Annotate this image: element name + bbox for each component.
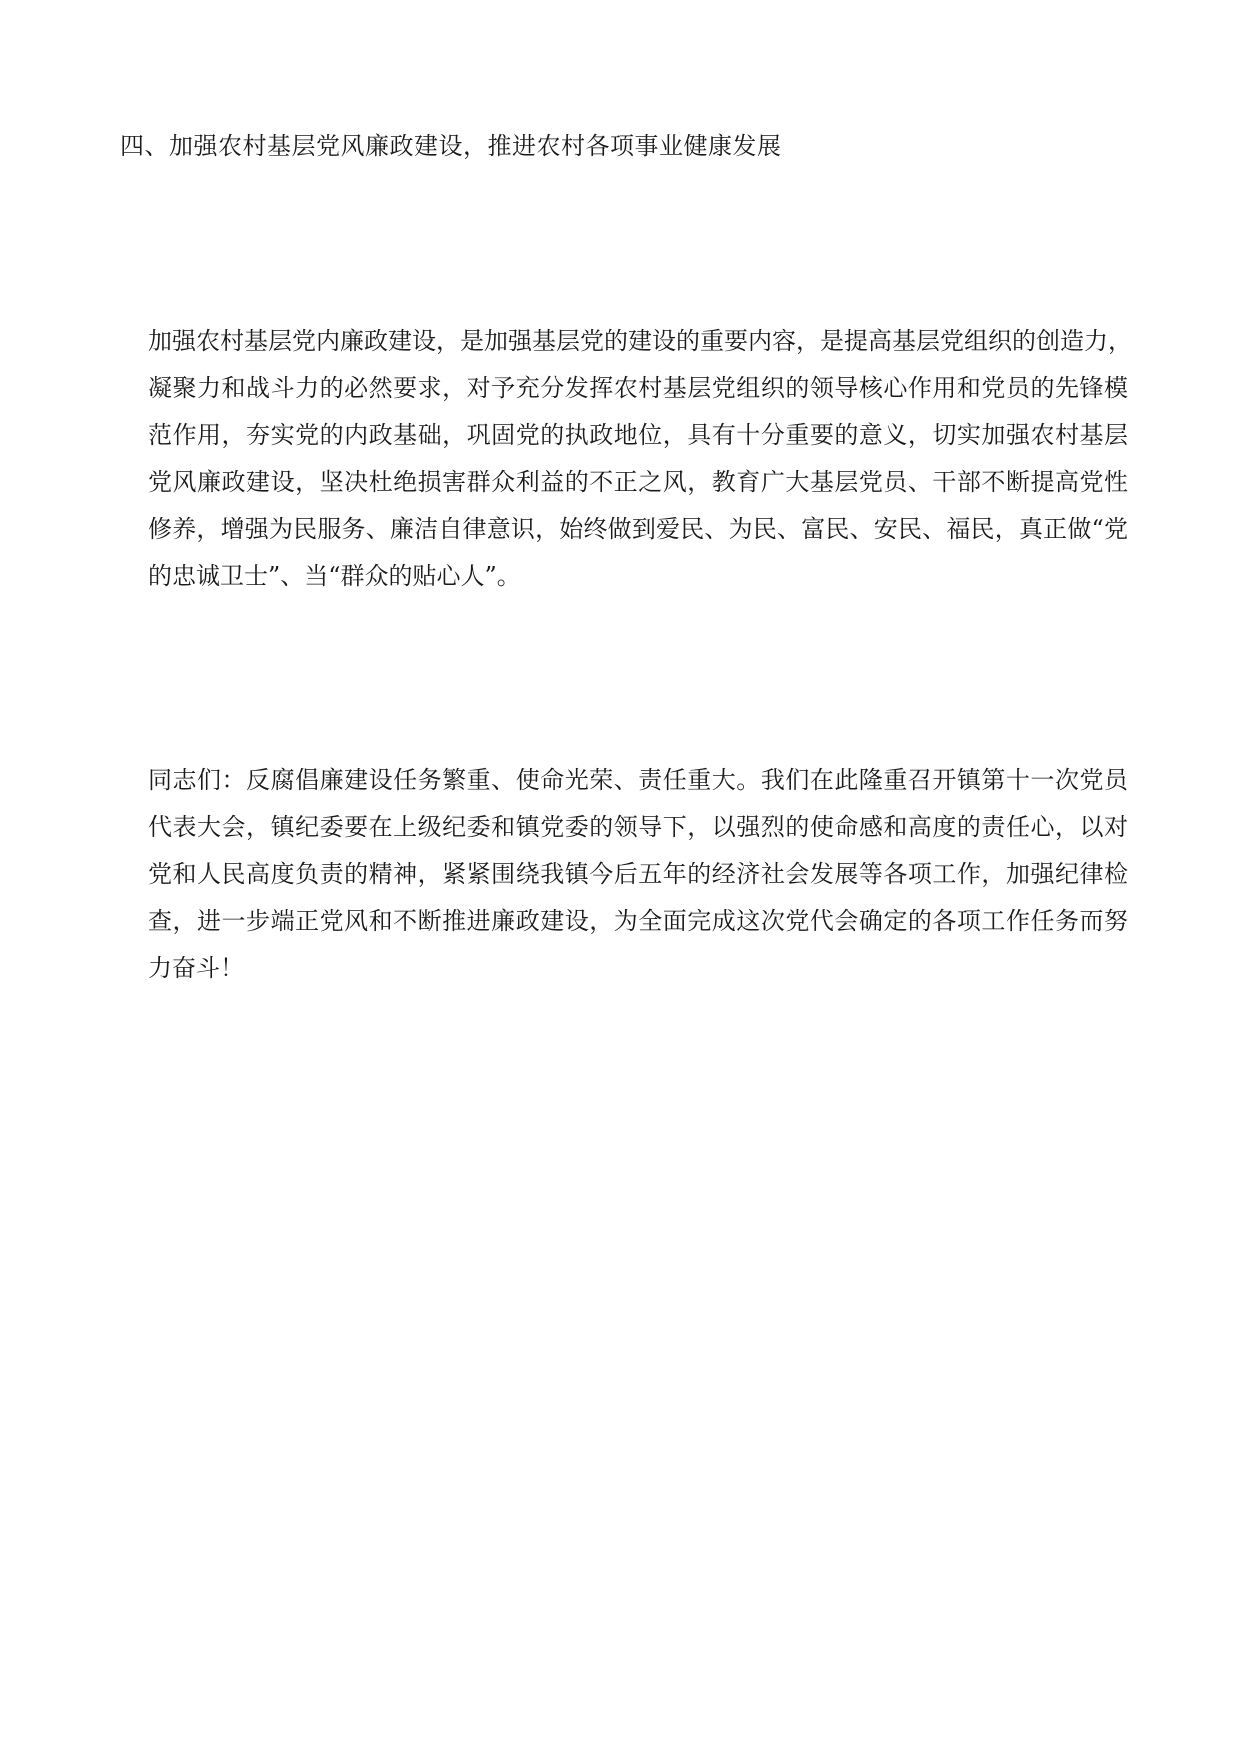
paragraph-line: 党风廉政建设，坚决杜绝损害群众利益的不正之风，教育广大基层党员、干部不断提高党性 xyxy=(148,468,1128,496)
paragraph-line: 加强农村基层党内廉政建设，是加强基层党的建设的重要内容，是提高基层党组织的创造力， xyxy=(148,327,1132,355)
paragraph-rural-integrity xyxy=(148,318,1132,600)
paragraph-line: 修养，增强为民服务、廉洁自律意识，始终做到爱民、为民、富民、安民、福民，真正做“党 xyxy=(148,515,1128,543)
section-heading: 四、加强农村基层党风廉政建设，推进农村各项事业健康发展 xyxy=(120,132,782,160)
paragraph-line: 代表大会，镇纪委要在上级纪委和镇党委的领导下，以强烈的使命感和高度的责任心，以对 xyxy=(148,813,1128,841)
paragraph-line: 查，进一步端正党风和不断推进廉政建设，为全面完成这次党代会确定的各项工作任务而努 xyxy=(148,907,1128,935)
paragraph-line: 的忠诚卫士”、当“群众的贴心人”。 xyxy=(148,562,521,590)
paragraph-line: 范作用，夯实党的内政基础，巩固党的执政地位，具有十分重要的意义，切实加强农村基层 xyxy=(148,421,1128,449)
paragraph-line: 同志们：反腐倡廉建设任务繁重、使命光荣、责任重大。我们在此隆重召开镇第十一次党员 xyxy=(148,766,1128,794)
paragraph-line: 凝聚力和战斗力的必然要求，对予充分发挥农村基层党组织的领导核心作用和党员的先锋模 xyxy=(148,374,1128,402)
paragraph-closing-remarks xyxy=(148,757,1128,992)
paragraph-line: 党和人民高度负责的精神，紧紧围绕我镇今后五年的经济社会发展等各项工作，加强纪律检 xyxy=(148,860,1128,888)
paragraph-line: 力奋斗！ xyxy=(148,954,244,982)
